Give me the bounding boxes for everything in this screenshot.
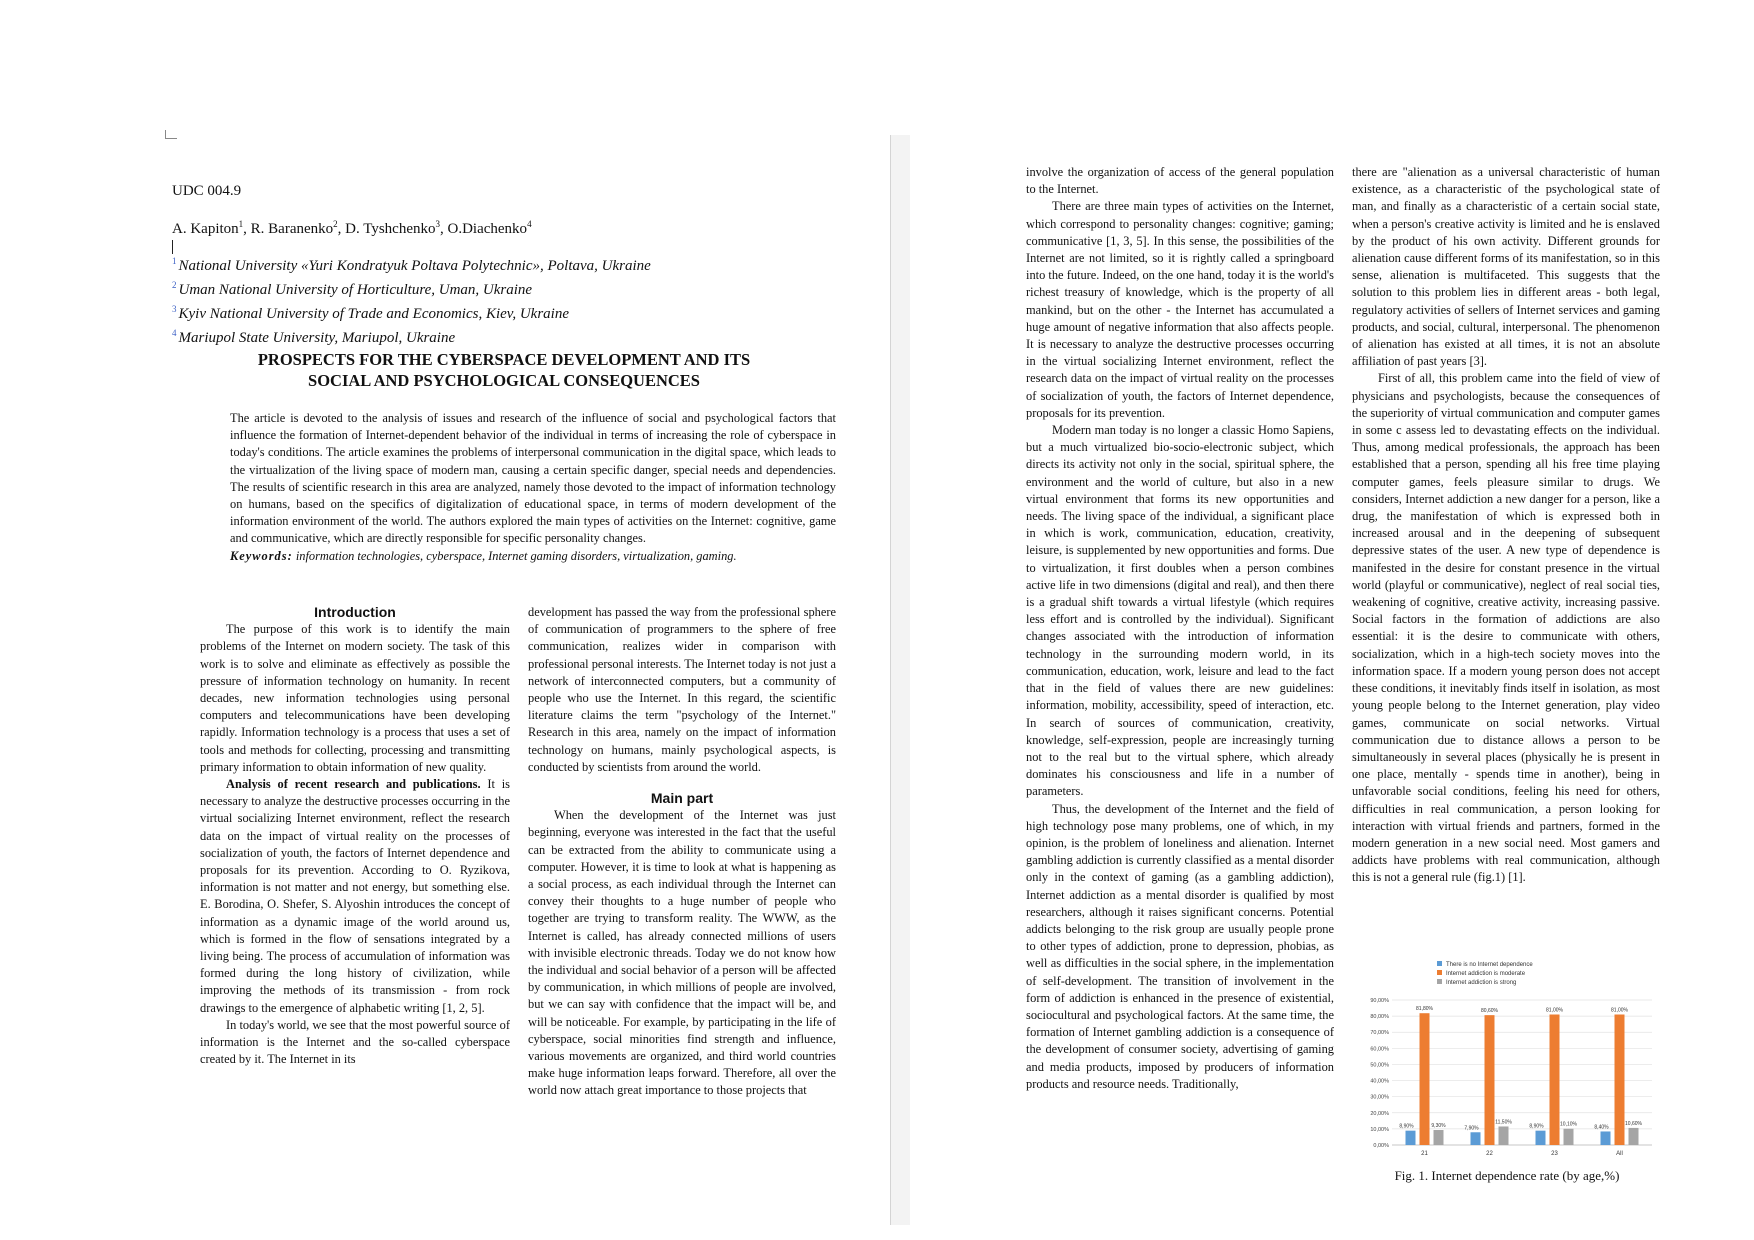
author-name: R. Baranenko — [250, 221, 334, 237]
y-tick-label: 40,00% — [1370, 1078, 1389, 1085]
bar — [1499, 1126, 1509, 1145]
paragraph: there are "alienation as a universal characteristic of human existence, as a characteristic of the psychological state of man, and finally as a characteristic of a certain social state, when a person's creative activity is limited and he is enslaved by the product of his own activity. Different grounds for alienation cause different forms of its manifestation, so in this sense, alienation is multifaceted. This suggests that the solution to this problem lies in different areas - both legal, regulatory activities of sellers of Internet services and gaming products, and social, cultural, interpersonal. The phenomenon of alienation has existed at all times, it is not an absolute affiliation of past years [3]. — [1352, 165, 1660, 369]
bar-value-label: 8,40% — [1594, 1124, 1609, 1131]
bar-value-label: 8,90% — [1529, 1123, 1544, 1130]
bar — [1536, 1131, 1546, 1145]
legend-swatch — [1437, 961, 1442, 966]
author-sup: 4 — [527, 219, 532, 229]
x-tick-label: 22 — [1486, 1151, 1493, 1157]
paragraph: The purpose of this work is to identify the main problems of the Internet on modern society. The task of this work is to solve and eliminate as effectively as possible the pressure of information technology on humanity. In recent decades, new information technologies using personal computers and telecommunications have been developing rapidly. Information technology is a process that uses a set of tools and methods for collecting, processing and transmitting primary information to obtain information of new quality. — [200, 622, 510, 774]
bar-value-label: 9,30% — [1431, 1123, 1446, 1130]
abstract-text: The article is devoted to the analysis of issues and research of the influence of social and psychological factors that influence the formation of Internet-dependent behavior of the individual in terms of increasing the role of cyberspace in today's conditions. The article examines the problems of interpersonal communication in the digital space, which leads to the virtualization of the living space of modern man, causing a certain specific danger, special needs and dependencies. The results of scientific research in this area are analyzed, namely those devoted to the impact of information technology on humans, based on the specifics of digitalization of educational space, in terms of modern development of the information environment of the world. The authors explored the main types of activities on the Internet: cognitive, game and communicative, which are directly responsible for specific personality changes. — [230, 411, 836, 546]
y-tick-label: 60,00% — [1370, 1046, 1389, 1053]
author-sup: 3 — [435, 219, 440, 229]
bar — [1564, 1129, 1574, 1145]
paragraph: Modern man today is no longer a classic Homo Sapiens, but a much virtualized bio-socio-electronic subject, which directs its activity not only in the social, spiritual sphere, the environment and the world of culture, but also in a new virtual environment that forms its new opportunities and needs. The living space of the individual, a significant place in which is work, communication, education, creativity, leisure, is supplemented by new opportunities and forms. Due to virtualization, it first doubles when a person combines active life in two dimensions (digital and real), and then there is a gradual shift towards a virtual lifestyle (which requires less effort and is controlled by the individual). Significant changes associated with the introduction of information technology in the surrounding modern world, in its communication, education, work, leisure and lead to the fact that in the field of values there are new guidelines: information, mobility, accessibility, speed of interaction, etc. In search of sources of communication, creativity, knowledge, self-expression, people are increasingly turning not to the real but to the virtual sphere, which already dominates his consciousness and life in a number of parameters. — [1026, 423, 1334, 799]
paragraph: involve the organization of access of the general population to the Internet. — [1026, 165, 1334, 197]
y-tick-label: 90,00% — [1370, 998, 1389, 1004]
keywords — [230, 548, 836, 565]
author-name: D. Tyshchenko — [345, 221, 436, 237]
bar-chart — [1352, 955, 1662, 1165]
x-tick-label: 21 — [1421, 1151, 1428, 1157]
column-2 — [528, 604, 836, 1100]
bar — [1601, 1131, 1611, 1145]
legend-label: Internet addiction is moderate — [1446, 971, 1526, 977]
bar — [1434, 1130, 1444, 1145]
paragraph: In today's world, we see that the most powerful source of information is the Internet and the so-called cyberspace created by it. The Internet in its — [200, 1017, 510, 1067]
bar — [1471, 1132, 1481, 1145]
bar-value-label: 7,90% — [1464, 1125, 1479, 1132]
x-tick-label: 23 — [1551, 1151, 1558, 1157]
bar-value-label: 8,90% — [1399, 1123, 1414, 1130]
bar — [1615, 1015, 1625, 1146]
bar-value-label: 80,60% — [1481, 1008, 1498, 1015]
affiliation-list — [172, 252, 852, 348]
bar-value-label: 10,10% — [1560, 1121, 1577, 1128]
bar-value-label: 11,50% — [1495, 1119, 1512, 1126]
figure-caption: Fig. 1. Internet dependence rate (by age,%) — [1394, 1168, 1620, 1183]
bar-value-label: 81,00% — [1546, 1007, 1563, 1014]
legend-swatch — [1437, 979, 1442, 984]
paragraph: Analysis of recent research and publications. It is necessary to analyze the destructive processes occurring in the virtual socializing Internet environment, reflect the research data on the impact of virtual reality on the processes of socialization of youth, the factors of Internet dependence and proposals for its prevention. According to O. Ryzikova, information is not matter and not energy, but something else. E. Borodina, O. Shefer, S. Alyoshin introduces the concept of information as a dynamic image of the world around us, which is formed in the flow of sensations integrated by a living being. The process of accumulation of information was formed during the long history of civilization, while improving the methods of its transmission - from rock drawings to the emergence of alphabetic writing [1, 2, 5]. — [200, 777, 511, 1015]
author-sup: 1 — [238, 219, 244, 229]
crop-mark — [165, 130, 177, 139]
column-1 — [200, 604, 510, 1068]
y-tick-label: 10,00% — [1370, 1126, 1389, 1133]
paragraph: development has passed the way from the professional sphere of communication of programmers to the sphere of free communication, realizes wider in comparison with professional personal interests. The Internet today is not just a network of interconnected computers, but a community of people who use the Internet. In this regard, the scientific literature claims the term "psychology of the Internet." Research in this area, namely on the impact of information technology on humans, mainly psychological aspects, is conducted by scientists from around the world. — [528, 605, 836, 774]
y-tick-label: 70,00% — [1370, 1030, 1389, 1037]
udc-code: UDC 004.9 — [172, 183, 242, 199]
y-tick-label: 30,00% — [1370, 1094, 1389, 1101]
section-heading-introduction: Introduction — [314, 604, 396, 620]
paragraph: Thus, the development of the Internet and the field of high technology pose many problems, one of which, in my opinion, is the problem of loneliness and alienation. Internet gambling addiction is currently classified as a mental disorder only in the context of gaming (as a gambling addiction), Internet addiction as a mental disorder is qualified by most researchers, although it raises significant concerns. Potential addicts belonging to the risk group are usually people prone to other types of addiction, prone to depression, phobias, as well as difficulties in the social sphere, in the implementation of self-development. The transition of involvement in the form of addiction is enhanced in the presence of existential, sociocultural and psychological factors. At the same time, the formation of Internet gambling addiction is a consequence of the development of consumer society, advertising of gaming and media products, imposed by producers of information products and resource needs. Traditionally, — [1026, 801, 1334, 1091]
paragraph: There are three main types of activities on the Internet, which correspond to personality changes: cognitive; gaming; communicative [1, 3, 5]. In this sense, the possibilities of the Internet are not limited, so it is rightly called a springboard into the future. Indeed, on the one hand, today it is the world's richest treasury of knowledge, which is the property of all mankind, but on the other - the Internet has accumulated a huge amount of negative information that also affects people. It is necessary to analyze the destructive processes occurring in the virtual socializing Internet environment, reflect the research data on the impact of virtual reality on the processes of socialization of youth, the factors of Internet dependence, proposals for its prevention. — [1026, 199, 1334, 420]
affiliation: $^4$ Mariupol State University, Mariupol, Ukraine — [172, 328, 456, 346]
paper-title: PROSPECTS FOR THE CYBERSPACE DEVELOPMENT AND ITS SOCIAL AND PSYCHOLOGICAL CONSEQUENCES — [257, 350, 751, 390]
bar — [1629, 1128, 1639, 1145]
bar — [1406, 1131, 1416, 1145]
x-tick-label: All — [1616, 1151, 1623, 1157]
paragraph-lead: Analysis of recent research and publications. — [226, 777, 481, 792]
y-tick-label: 0,00% — [1373, 1143, 1389, 1149]
legend-swatch — [1437, 970, 1442, 975]
keywords-text: information technologies, cyberspace, Internet gaming disorders, virtualization, gaming. — [295, 548, 737, 563]
bar — [1420, 1013, 1430, 1145]
column-4 — [1352, 164, 1660, 887]
column-3 — [1026, 164, 1334, 1093]
bar — [1550, 1015, 1560, 1146]
keywords-label: Keywords: — [230, 548, 293, 563]
bar-value-label: 10,60% — [1625, 1120, 1642, 1127]
affiliation: $^1$ National University «Yuri Kondratyuk Poltava Polytechnic», Poltava, Ukraine — [172, 256, 651, 274]
section-heading-main-part: Main part — [650, 790, 714, 807]
author-name: O.Diachenko — [447, 221, 528, 237]
affiliation: $^3$ Kyiv National University of Trade and Economics, Kiev, Ukraine — [172, 304, 569, 322]
abstract — [230, 410, 836, 565]
paragraph: First of all, this problem came into the field of view of physicians and psychologists, because the consequences of the superiority of virtual communication and computer games in some c assess led to devastating effects on the individual. Thus, among medical professionals, the approach has been established that a person, spending all his free time playing computer games, feels pleasure similar to drugs. We considers, Internet addiction a new danger for a person, like a drug, the manifestation of which is expressed both in increased arousal and in the deepening of subsequent depressive states of the user. A new type of dependence is manifested in the desire for constant presence in the virtual world (playful or communicative), neglect of real social ties, weakening of cognitive, creative activity, increasing passive. Social factors in the formation of addictions are also essential: it is the desire to communicate with others, socialization, which in a high-tech society moves into the information space. If a modern young person does not accept these conditions, it inevitably finds itself in isolation, as most young people belong to the Internet generation, play video games, communicate on social networks. Virtual communication due to distance allows a person to be simultaneously in several places (physically he is present in one place, mentally - spends time in another), being in unfavorable social conditions, feeling his need for others, difficulties in real communication, a person looking for interaction with virtual friends and partners, formed in the modern generation in a new social need. Most gamers and addicts have problems with real communication, although this is not a general rule (fig.1) [1]. — [1352, 371, 1660, 885]
y-tick-label: 80,00% — [1370, 1014, 1389, 1021]
y-tick-label: 20,00% — [1370, 1110, 1389, 1117]
bar-value-label: 81,80% — [1416, 1006, 1433, 1013]
legend-label: There is no Internet dependence — [1446, 962, 1533, 968]
affiliation: $^2$ Uman National University of Horticulture, Uman, Ukraine — [172, 280, 533, 298]
paragraph: When the development of the Internet was just beginning, everyone was interested in the fact that the useful can be extracted from the ability to communicate using a computer. However, it is time to look at what is happening as a social process, as each individual through the Internet can convey their thoughts to a huge number of people who together are trying to transform reality. The WWW, as the Internet is called, has already connected millions of users with invisible electronic threads. Today we do not know how the individual and social behavior of a person will be affected by communication, in which millions of people are involved, but we can say with confidence that the impact will be, and will be noticeable. For example, by participating in the life of cyberspace, social minorities find strength and influence, various movements are organized, and third world countries make huge information leaps forward. Therefore, all over the world now attach great importance to those projects that — [528, 808, 836, 1098]
bar — [1485, 1015, 1495, 1145]
author-list: A. Kapiton$^1$, R. Baranenko$^2$, D. Tyshchenko$^3$, O.Diachenko$^4$ — [172, 219, 532, 237]
bar-value-label: 81,00% — [1611, 1007, 1628, 1014]
page-separator — [890, 135, 912, 1225]
legend-label: Internet addiction is strong — [1446, 980, 1517, 986]
author-sup: 2 — [333, 219, 338, 229]
figure-chart — [1352, 955, 1662, 1180]
y-tick-label: 50,00% — [1370, 1062, 1389, 1069]
author-name: A. Kapiton — [172, 221, 239, 237]
